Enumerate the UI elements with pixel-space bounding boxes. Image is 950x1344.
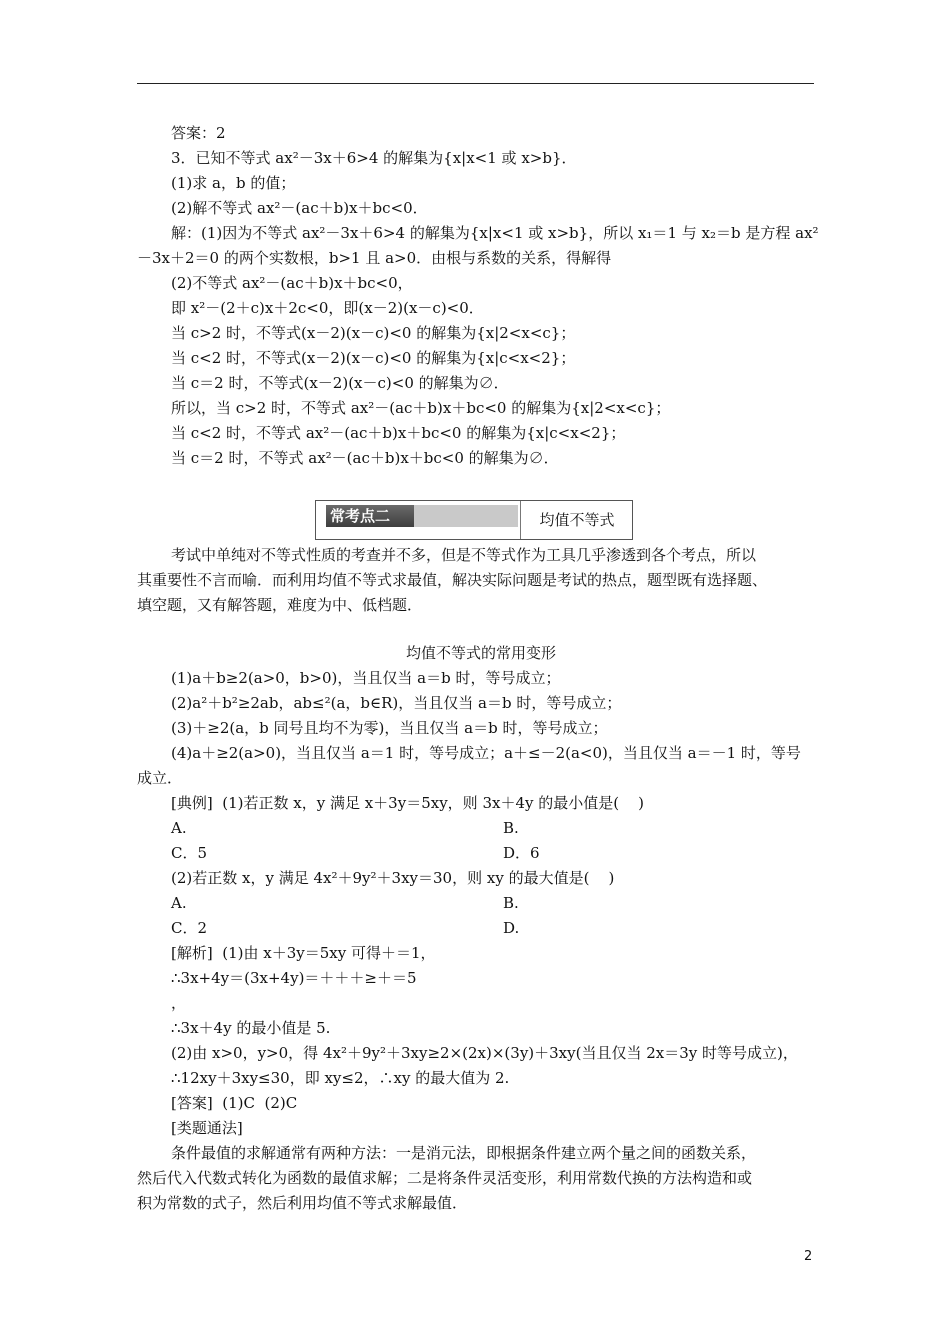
text-line: 然后代入代数式转化为函数的最值求解；二是将条件灵活变形，利用常数代换的方法构造和或 (137, 1169, 753, 1187)
text-line: 积为常数的式子，然后利用均值不等式求解最值． (137, 1194, 468, 1212)
text-line: [典例] (1)若正数 x，y 满足 x＋3y＝5xy，则 3x＋4y 的最小值是( ) (171, 794, 645, 812)
text-line: 当 c＝2 时，不等式(x－2)(x－c)<0 的解集为∅． (171, 374, 509, 392)
text-line: (1)a＋b≥2(a>0，b>0)，当且仅当 a＝b 时，等号成立； (171, 669, 561, 687)
section-title: 均值不等式 (539, 511, 615, 529)
text-line: (4)a＋≥2(a>0)，当且仅当 a＝1 时，等号成立；a＋≤－2(a<0)，当且仅当 a＝－1 时，等号 (171, 744, 801, 762)
text-line: D．6 (503, 844, 540, 862)
text-line: D. (503, 919, 520, 937)
text-line: －3x＋2＝0 的两个实数根，b>1 且 a>0．由根与系数的关系，得解得 (137, 249, 612, 267)
text-line: (2)不等式 ax²－(ac＋b)x＋bc<0， (171, 274, 413, 292)
text-line: C．5 (171, 844, 208, 862)
text-line: ， (171, 994, 187, 1012)
text-line: 当 c＝2 时，不等式 ax²－(ac＋b)x＋bc<0 的解集为∅． (171, 449, 559, 467)
text-line: (2)若正数 x，y 满足 4x²＋9y²＋3xy＝30，则 xy 的最大值是( ) (171, 869, 615, 887)
page-number: 2 (804, 1249, 813, 1264)
text-line: 考试中单纯对不等式性质的考查并不多，但是不等式作为工具几乎渗透到各个考点，所以 (171, 546, 757, 564)
text-line: (1)求 a，b 的值； (171, 174, 296, 192)
section-header (315, 500, 633, 540)
text-line: 3．已知不等式 ax²－3x＋6>4 的解集为{x|x<1 或 x>b}． (171, 149, 577, 167)
text-line: A. (171, 894, 187, 912)
text-line: 答案：2 (171, 124, 226, 142)
badge-shade (410, 505, 518, 527)
text-line: ∴3x+4y＝(3x+4y)＝＋＋＋≥＋＝5 (171, 969, 417, 987)
text-line: 解：(1)因为不等式 ax²－3x＋6>4 的解集为{x|x<1 或 x>b}，所以 x₁＝1 与 x₂＝b 是方程 ax² (171, 224, 819, 242)
text-line: B. (503, 819, 519, 837)
text-line: [类题通法] (171, 1119, 243, 1137)
text-line: 条件最值的求解通常有两种方法：一是消元法，即根据条件建立两个量之间的函数关系， (171, 1144, 757, 1162)
text-line: 成立． (137, 769, 183, 787)
text-line: A. (171, 819, 187, 837)
text-line: 当 c<2 时，不等式 ax²－(ac＋b)x＋bc<0 的解集为{x|c<x<2}； (171, 424, 626, 442)
text-line: 所以，当 c>2 时，不等式 ax²－(ac＋b)x＋bc<0 的解集为{x|2<x<c}； (171, 399, 671, 417)
text-line: 填空题，又有解答题，难度为中、低档题． (137, 596, 423, 614)
text-line: ∴3x＋4y 的最小值是 5. (171, 1019, 331, 1037)
text-line: 当 c>2 时，不等式(x－2)(x－c)<0 的解集为{x|2<x<c}； (171, 324, 576, 342)
text-line: (2)a²＋b²≥2ab，ab≤²(a，b∈R)，当且仅当 a＝b 时，等号成立； (171, 694, 622, 712)
section-badge-label: 常考点二 (326, 505, 414, 527)
text-line: 当 c<2 时，不等式(x－2)(x－c)<0 的解集为{x|c<x<2}； (171, 349, 576, 367)
text-line: (3)＋≥2(a，b 同号且均不为零)，当且仅当 a＝b 时，等号成立； (171, 719, 608, 737)
text-line: ∴12xy＋3xy≤30，即 xy≤2，∴xy 的最大值为 2. (171, 1069, 510, 1087)
header-rule (137, 83, 814, 84)
text-line: 均值不等式的常用变形 (406, 644, 557, 662)
text-line: (2)由 x>0，y>0，得 4x²＋9y²＋3xy≥2×(2x)×(3y)＋3xy(当且仅当 2x＝3y 时等号成立)， (171, 1044, 798, 1062)
text-line: 即 x²－(2＋c)x＋2c<0，即(x－2)(x－c)<0． (171, 299, 484, 317)
text-line: B. (503, 894, 519, 912)
text-line: [解析] (1)由 x＋3y＝5xy 可得＋＝1， (171, 944, 436, 962)
text-line: [答案] (1)C (2)C (171, 1094, 298, 1112)
text-line: 其重要性不言而喻．而利用均值不等式求最值，解决实际问题是考试的热点，题型既有选择题、 (137, 571, 768, 589)
text-line: (2)解不等式 ax²－(ac＋b)x＋bc<0． (171, 199, 428, 217)
text-line: C．2 (171, 919, 208, 937)
